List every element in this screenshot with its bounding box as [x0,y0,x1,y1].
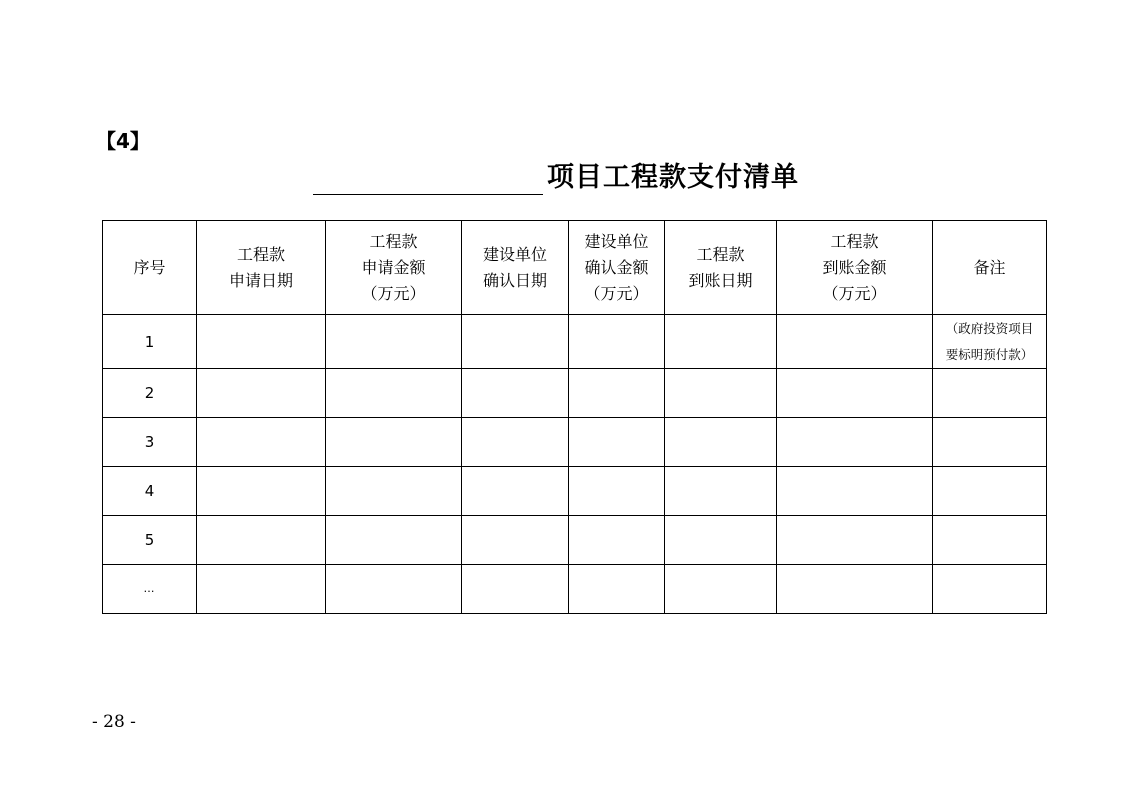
header-application-date: 工程款 申请日期 [197,221,326,315]
remark-note-line: 要标明预付款） [945,346,1034,362]
arrival-date-cell[interactable] [665,418,777,467]
confirm-amount-cell[interactable] [569,565,665,614]
document-title: 项目工程款支付清单 [547,162,799,193]
row-number: 1 [103,315,197,369]
application-date-cell[interactable] [197,467,326,516]
confirm-date-cell[interactable] [462,315,569,369]
table-row [103,565,1047,614]
header-serial-no: 序号 [103,221,197,315]
table-row [103,418,1047,467]
remark-cell[interactable] [933,565,1047,614]
remark-cell[interactable] [933,369,1047,418]
remark-note-line: （政府投资项目 [945,320,1034,336]
arrival-date-cell[interactable] [665,565,777,614]
table-row [103,315,1047,369]
application-amount-cell[interactable] [326,315,462,369]
row-number: 3 [103,418,197,467]
application-date-cell[interactable] [197,315,326,369]
arrival-amount-cell[interactable] [777,418,933,467]
table-row [103,467,1047,516]
confirm-amount-cell[interactable] [569,467,665,516]
arrival-amount-cell[interactable] [777,369,933,418]
row-number: … [103,565,197,614]
header-confirm-amount: 建设单位 确认金额 （万元） [569,221,665,315]
arrival-amount-cell[interactable] [777,315,933,369]
arrival-date-cell[interactable] [665,369,777,418]
table-header-row [103,221,1047,315]
arrival-amount-cell[interactable] [777,565,933,614]
confirm-date-cell[interactable] [462,418,569,467]
arrival-amount-cell[interactable] [777,467,933,516]
application-date-cell[interactable] [197,516,326,565]
application-amount-cell[interactable] [326,516,462,565]
payment-table [102,220,1047,614]
page-number: - 28 - [92,712,136,732]
arrival-date-cell[interactable] [665,516,777,565]
application-date-cell[interactable] [197,369,326,418]
application-amount-cell[interactable] [326,418,462,467]
confirm-date-cell[interactable] [462,516,569,565]
application-amount-cell[interactable] [326,467,462,516]
remark-cell[interactable] [933,467,1047,516]
confirm-amount-cell[interactable] [569,516,665,565]
arrival-date-cell[interactable] [665,315,777,369]
row-number: 2 [103,369,197,418]
section-label: 【4】 [96,129,150,153]
confirm-amount-cell[interactable] [569,418,665,467]
application-date-cell[interactable] [197,565,326,614]
arrival-amount-cell[interactable] [777,516,933,565]
header-arrival-date: 工程款 到账日期 [665,221,777,315]
confirm-date-cell[interactable] [462,565,569,614]
row-number: 5 [103,516,197,565]
confirm-date-cell[interactable] [462,467,569,516]
header-remark: 备注 [933,221,1047,315]
application-amount-cell[interactable] [326,369,462,418]
header-application-amount: 工程款 申请金额 （万元） [326,221,462,315]
header-arrival-amount: 工程款 到账金额 （万元） [777,221,933,315]
confirm-amount-cell[interactable] [569,315,665,369]
confirm-amount-cell[interactable] [569,369,665,418]
project-name-blank [313,160,543,195]
remark-cell[interactable] [933,516,1047,565]
table-row [103,369,1047,418]
remark-cell[interactable] [933,418,1047,467]
title-row [313,155,799,195]
remark-cell[interactable] [933,315,1047,369]
row-number: 4 [103,467,197,516]
application-amount-cell[interactable] [326,565,462,614]
application-date-cell[interactable] [197,418,326,467]
table-row [103,516,1047,565]
header-confirm-date: 建设单位 确认日期 [462,221,569,315]
confirm-date-cell[interactable] [462,369,569,418]
arrival-date-cell[interactable] [665,467,777,516]
